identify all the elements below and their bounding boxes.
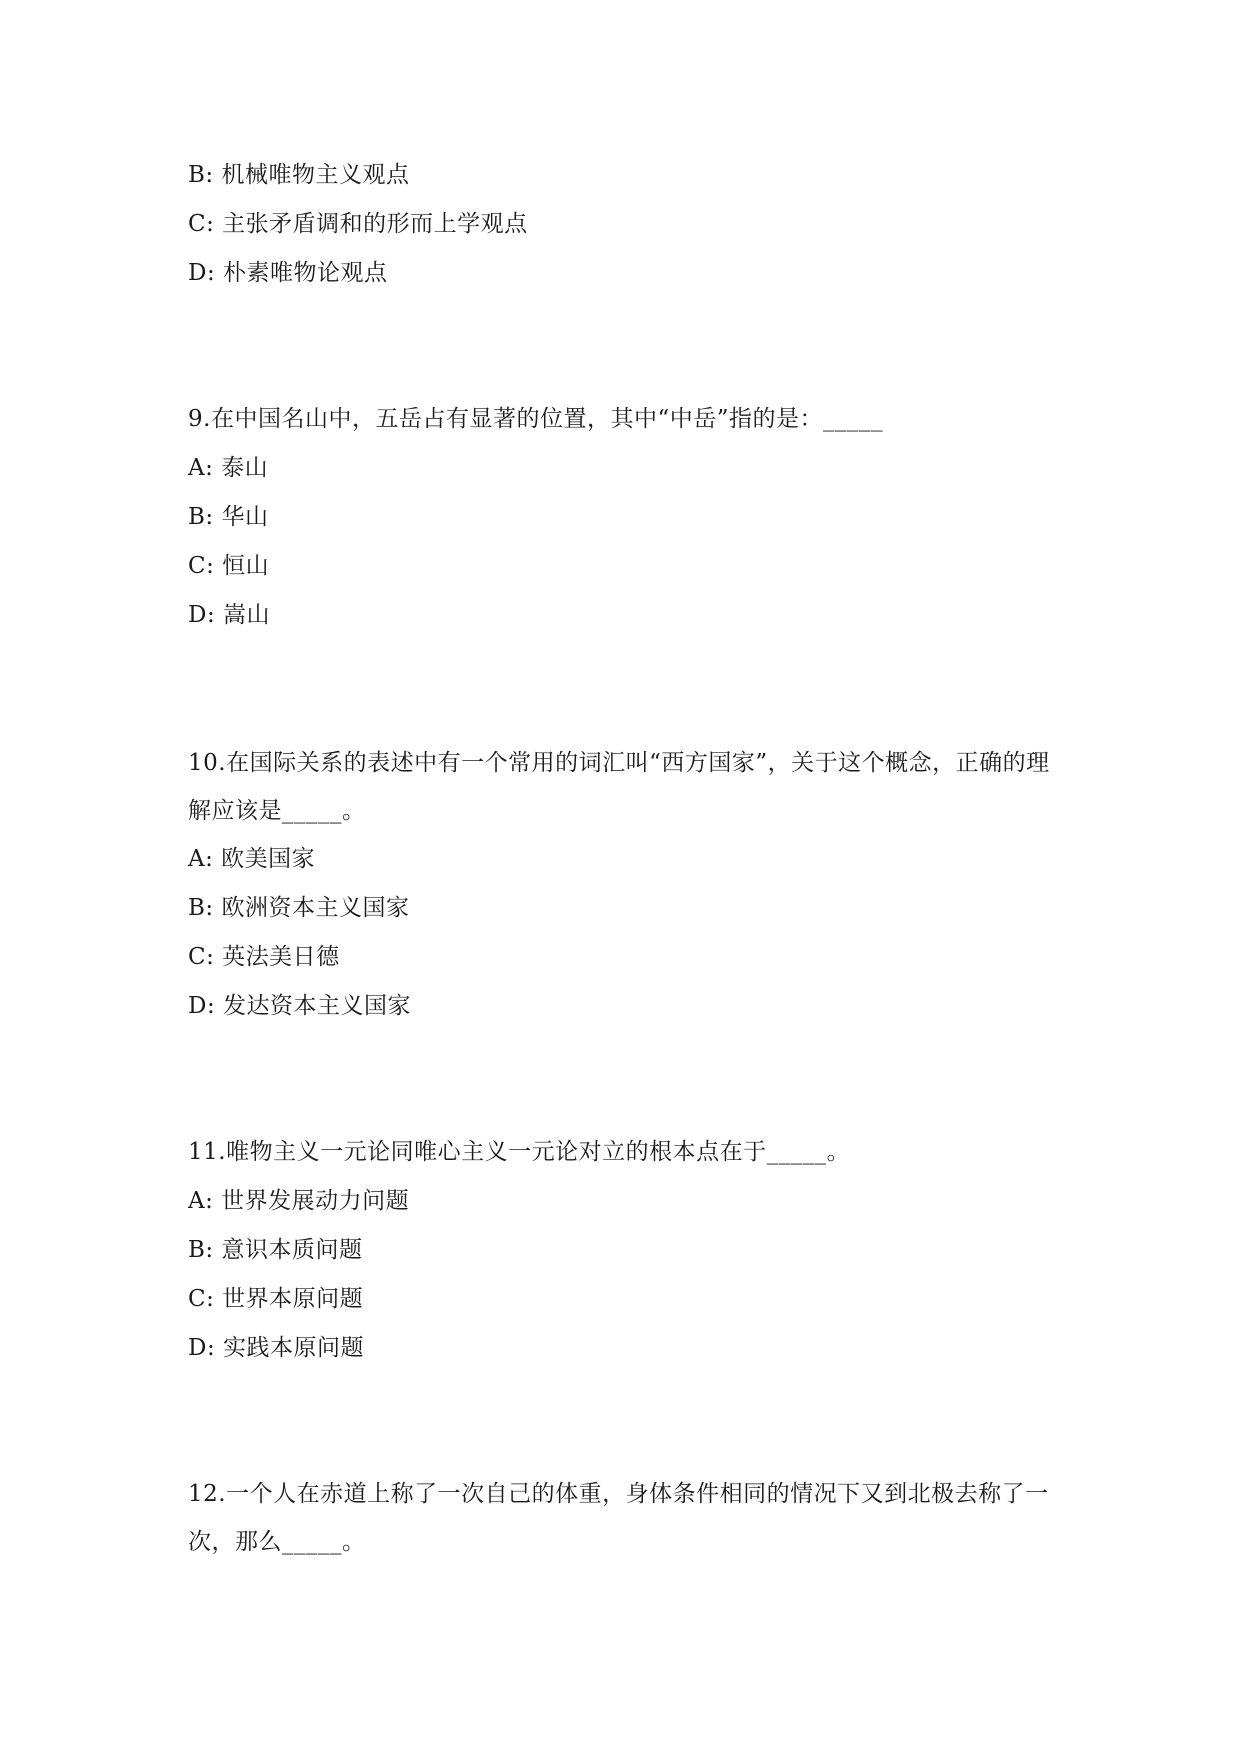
q9-option-a: A: 泰山	[188, 455, 269, 481]
q10-option-d: D: 发达资本主义国家	[188, 993, 412, 1019]
q9-option-c: C: 恒山	[188, 553, 270, 579]
q11-option-b: B: 意识本质问题	[188, 1237, 363, 1263]
q12-stem: 12.一个人在赤道上称了一次自己的体重，身体条件相同的情况下又到北极去称了一次，那么_____。	[188, 1481, 1049, 1555]
q9-option-d: D: 嵩山	[188, 602, 271, 628]
q10-stem: 10.在国际关系的表述中有一个常用的词汇叫“西方国家”，关于这个概念，正确的理解应该是_____。	[188, 750, 1050, 824]
q9-stem: 9.在中国名山中，五岳占有显著的位置，其中“中岳”指的是：_____	[188, 406, 883, 432]
q10-option-b: B: 欧洲资本主义国家	[188, 895, 410, 921]
q11-option-d: D: 实践本原问题	[188, 1335, 365, 1361]
q11-option-c: C: 世界本原问题	[188, 1286, 364, 1312]
q8-option-b: B: 机械唯物主义观点	[188, 162, 410, 188]
q10-option-a: A: 欧美国家	[188, 846, 316, 872]
q8-option-c: C: 主张矛盾调和的形而上学观点	[188, 211, 528, 237]
q11-stem: 11.唯物主义一元论同唯心主义一元论对立的根本点在于_____。	[188, 1139, 851, 1165]
q10-option-c: C: 英法美日德	[188, 944, 340, 970]
q11-option-a: A: 世界发展动力问题	[188, 1188, 410, 1214]
q9-option-b: B: 华山	[188, 504, 269, 530]
q8-option-d: D: 朴素唯物论观点	[188, 260, 388, 286]
